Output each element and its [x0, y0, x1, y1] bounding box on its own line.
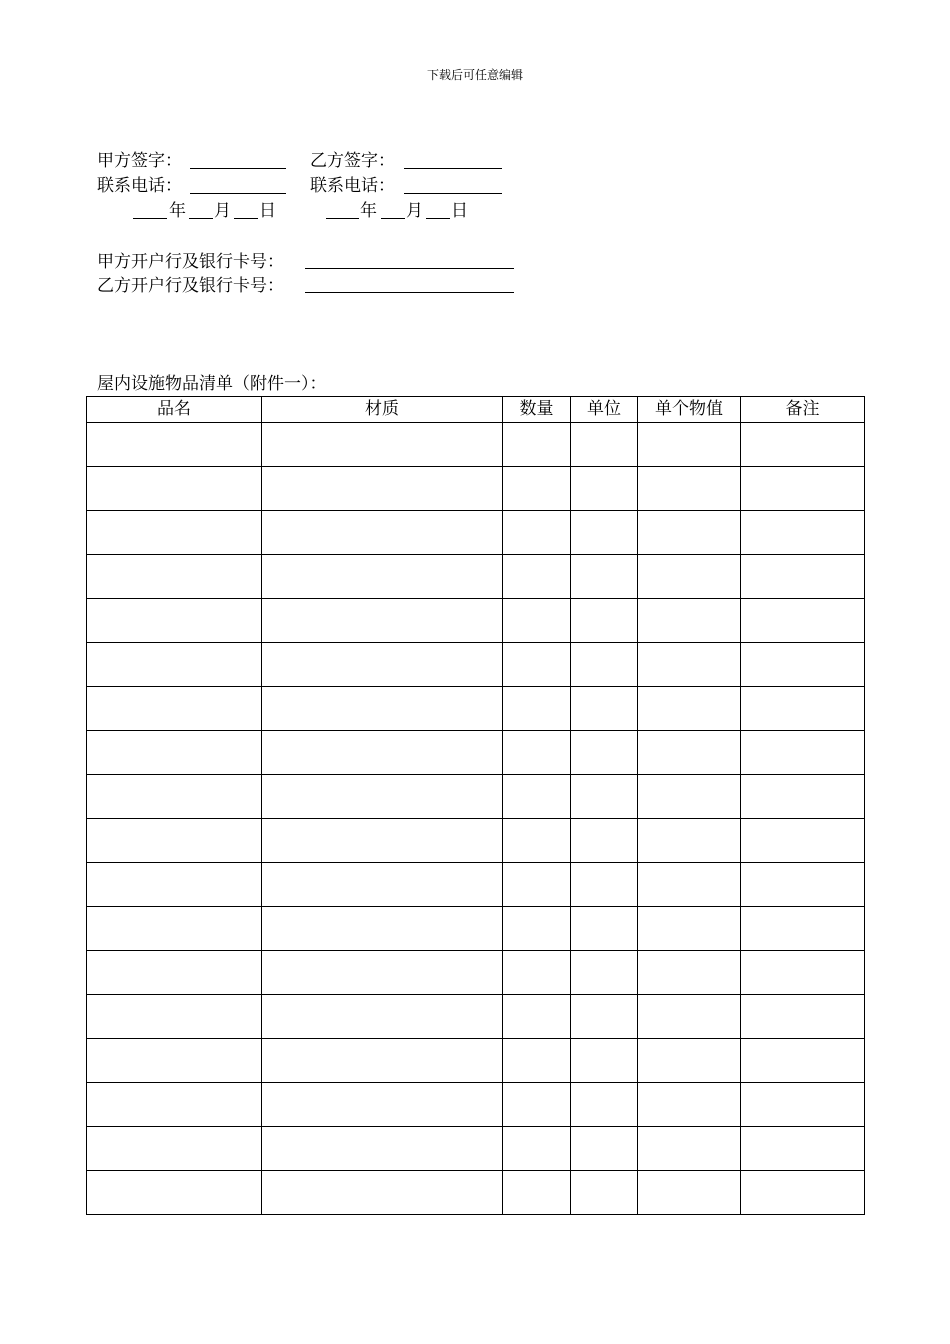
table-row: [87, 775, 865, 819]
header-note: 下载后可任意编辑: [426, 68, 523, 82]
cell-remarks[interactable]: [741, 423, 865, 467]
cell-item-name[interactable]: [87, 775, 262, 819]
cell-unit-value[interactable]: [638, 467, 741, 511]
party-b-bank-label: 乙方开户行及银行卡号：: [97, 276, 284, 296]
cell-remarks[interactable]: [741, 1083, 865, 1127]
party-a-month-label: 月: [214, 201, 231, 221]
table-row: [87, 995, 865, 1039]
cell-quantity[interactable]: [503, 423, 571, 467]
table-row: [87, 555, 865, 599]
cell-material[interactable]: [262, 1039, 503, 1083]
cell-unit[interactable]: [571, 863, 638, 907]
cell-unit[interactable]: [571, 907, 638, 951]
cell-unit-value[interactable]: [638, 1039, 741, 1083]
cell-quantity[interactable]: [503, 907, 571, 951]
party-b-sign-blank[interactable]: [404, 168, 502, 169]
table-row: [87, 1127, 865, 1171]
column-header-unit: 单位: [571, 397, 638, 423]
cell-material[interactable]: [262, 995, 503, 1039]
cell-material[interactable]: [262, 599, 503, 643]
cell-quantity[interactable]: [503, 863, 571, 907]
cell-remarks[interactable]: [741, 907, 865, 951]
cell-unit-value[interactable]: [638, 511, 741, 555]
cell-item-name[interactable]: [87, 423, 262, 467]
inventory-title: 屋内设施物品清单（附件一）：: [97, 374, 327, 394]
cell-unit[interactable]: [571, 1127, 638, 1171]
cell-quantity[interactable]: [503, 1083, 571, 1127]
table-row: [87, 643, 865, 687]
table-row: [87, 423, 865, 467]
party-b-day-label: 日: [451, 201, 468, 221]
cell-quantity[interactable]: [503, 1171, 571, 1215]
party-b-phone-blank[interactable]: [404, 193, 502, 194]
cell-quantity[interactable]: [503, 467, 571, 511]
party-a-sign-label: 甲方签字：: [97, 151, 182, 171]
column-header-remarks: 备注: [741, 397, 865, 423]
cell-quantity[interactable]: [503, 555, 571, 599]
cell-item-name[interactable]: [87, 599, 262, 643]
cell-unit-value[interactable]: [638, 995, 741, 1039]
cell-material[interactable]: [262, 643, 503, 687]
cell-unit[interactable]: [571, 1171, 638, 1215]
cell-unit[interactable]: [571, 423, 638, 467]
column-header-unit-value: 单个物值: [638, 397, 741, 423]
cell-remarks[interactable]: [741, 1171, 865, 1215]
cell-item-name[interactable]: [87, 467, 262, 511]
party-a-day-blank[interactable]: [234, 218, 258, 219]
column-header-item-name: 品名: [87, 397, 262, 423]
cell-unit[interactable]: [571, 467, 638, 511]
cell-item-name[interactable]: [87, 863, 262, 907]
cell-material[interactable]: [262, 863, 503, 907]
cell-unit-value[interactable]: [638, 1127, 741, 1171]
cell-unit-value[interactable]: [638, 555, 741, 599]
cell-unit-value[interactable]: [638, 775, 741, 819]
cell-unit[interactable]: [571, 555, 638, 599]
cell-unit[interactable]: [571, 1083, 638, 1127]
cell-unit-value[interactable]: [638, 731, 741, 775]
cell-material[interactable]: [262, 687, 503, 731]
cell-remarks[interactable]: [741, 555, 865, 599]
table-row: [87, 1039, 865, 1083]
table-row: [87, 731, 865, 775]
party-a-sign-blank[interactable]: [190, 168, 286, 169]
cell-unit-value[interactable]: [638, 951, 741, 995]
cell-material[interactable]: [262, 555, 503, 599]
cell-quantity[interactable]: [503, 775, 571, 819]
cell-item-name[interactable]: [87, 511, 262, 555]
party-a-year-label: 年: [169, 201, 186, 221]
party-a-bank-blank[interactable]: [305, 268, 514, 269]
cell-material[interactable]: [262, 423, 503, 467]
party-b-month-blank[interactable]: [381, 218, 405, 219]
cell-material[interactable]: [262, 1171, 503, 1215]
table-row: [87, 467, 865, 511]
cell-item-name[interactable]: [87, 643, 262, 687]
table-row: [87, 687, 865, 731]
cell-quantity[interactable]: [503, 819, 571, 863]
cell-material[interactable]: [262, 511, 503, 555]
party-a-year-blank[interactable]: [133, 218, 167, 219]
cell-material[interactable]: [262, 731, 503, 775]
cell-remarks[interactable]: [741, 863, 865, 907]
table-row: [87, 599, 865, 643]
cell-remarks[interactable]: [741, 599, 865, 643]
table-row: [87, 819, 865, 863]
table-row: [87, 863, 865, 907]
cell-material[interactable]: [262, 819, 503, 863]
cell-material[interactable]: [262, 775, 503, 819]
party-b-day-blank[interactable]: [426, 218, 450, 219]
table-row: [87, 511, 865, 555]
cell-remarks[interactable]: [741, 775, 865, 819]
table-row: [87, 951, 865, 995]
cell-remarks[interactable]: [741, 731, 865, 775]
cell-item-name[interactable]: [87, 819, 262, 863]
party-b-phone-label: 联系电话：: [310, 176, 395, 196]
cell-unit-value[interactable]: [638, 863, 741, 907]
cell-remarks[interactable]: [741, 995, 865, 1039]
cell-remarks[interactable]: [741, 511, 865, 555]
party-b-sign-label: 乙方签字：: [310, 151, 395, 171]
cell-quantity[interactable]: [503, 599, 571, 643]
party-a-phone-blank[interactable]: [190, 193, 286, 194]
column-header-material: 材质: [262, 397, 503, 423]
cell-unit[interactable]: [571, 1039, 638, 1083]
cell-remarks[interactable]: [741, 951, 865, 995]
party-b-bank-blank[interactable]: [305, 292, 514, 293]
inventory-table: [86, 396, 865, 1215]
cell-quantity[interactable]: [503, 951, 571, 995]
cell-material[interactable]: [262, 951, 503, 995]
party-b-year-blank[interactable]: [326, 218, 359, 219]
party-a-phone-label: 联系电话：: [97, 176, 182, 196]
column-header-quantity: 数量: [503, 397, 571, 423]
cell-unit[interactable]: [571, 511, 638, 555]
cell-quantity[interactable]: [503, 687, 571, 731]
cell-unit[interactable]: [571, 731, 638, 775]
cell-remarks[interactable]: [741, 467, 865, 511]
cell-item-name[interactable]: [87, 1039, 262, 1083]
cell-unit-value[interactable]: [638, 907, 741, 951]
cell-unit-value[interactable]: [638, 423, 741, 467]
cell-material[interactable]: [262, 1127, 503, 1171]
cell-unit-value[interactable]: [638, 643, 741, 687]
party-a-day-label: 日: [259, 201, 276, 221]
cell-quantity[interactable]: [503, 1039, 571, 1083]
cell-unit-value[interactable]: [638, 819, 741, 863]
cell-unit-value[interactable]: [638, 1083, 741, 1127]
cell-quantity[interactable]: [503, 1127, 571, 1171]
cell-material[interactable]: [262, 907, 503, 951]
party-a-month-blank[interactable]: [189, 218, 213, 219]
cell-remarks[interactable]: [741, 1039, 865, 1083]
party-b-month-label: 月: [406, 201, 423, 221]
cell-item-name[interactable]: [87, 1171, 262, 1215]
cell-quantity[interactable]: [503, 643, 571, 687]
inventory-body: [87, 423, 865, 1215]
cell-unit[interactable]: [571, 775, 638, 819]
cell-material[interactable]: [262, 1083, 503, 1127]
cell-unit[interactable]: [571, 643, 638, 687]
cell-item-name[interactable]: [87, 951, 262, 995]
cell-unit-value[interactable]: [638, 599, 741, 643]
cell-unit-value[interactable]: [638, 687, 741, 731]
cell-item-name[interactable]: [87, 1127, 262, 1171]
cell-remarks[interactable]: [741, 687, 865, 731]
cell-unit[interactable]: [571, 995, 638, 1039]
party-a-bank-label: 甲方开户行及银行卡号：: [97, 252, 284, 272]
cell-material[interactable]: [262, 467, 503, 511]
cell-quantity[interactable]: [503, 511, 571, 555]
cell-unit[interactable]: [571, 819, 638, 863]
cell-remarks[interactable]: [741, 1127, 865, 1171]
cell-item-name[interactable]: [87, 1083, 262, 1127]
cell-remarks[interactable]: [741, 819, 865, 863]
cell-unit[interactable]: [571, 599, 638, 643]
cell-item-name[interactable]: [87, 907, 262, 951]
party-b-year-label: 年: [360, 201, 377, 221]
cell-item-name[interactable]: [87, 555, 262, 599]
cell-quantity[interactable]: [503, 731, 571, 775]
cell-unit-value[interactable]: [638, 1171, 741, 1215]
table-row: [87, 907, 865, 951]
table-header-row: [87, 397, 865, 423]
table-row: [87, 1171, 865, 1215]
cell-item-name[interactable]: [87, 687, 262, 731]
cell-unit[interactable]: [571, 687, 638, 731]
cell-unit[interactable]: [571, 951, 638, 995]
cell-item-name[interactable]: [87, 731, 262, 775]
cell-item-name[interactable]: [87, 995, 262, 1039]
table-row: [87, 1083, 865, 1127]
cell-remarks[interactable]: [741, 643, 865, 687]
cell-quantity[interactable]: [503, 995, 571, 1039]
